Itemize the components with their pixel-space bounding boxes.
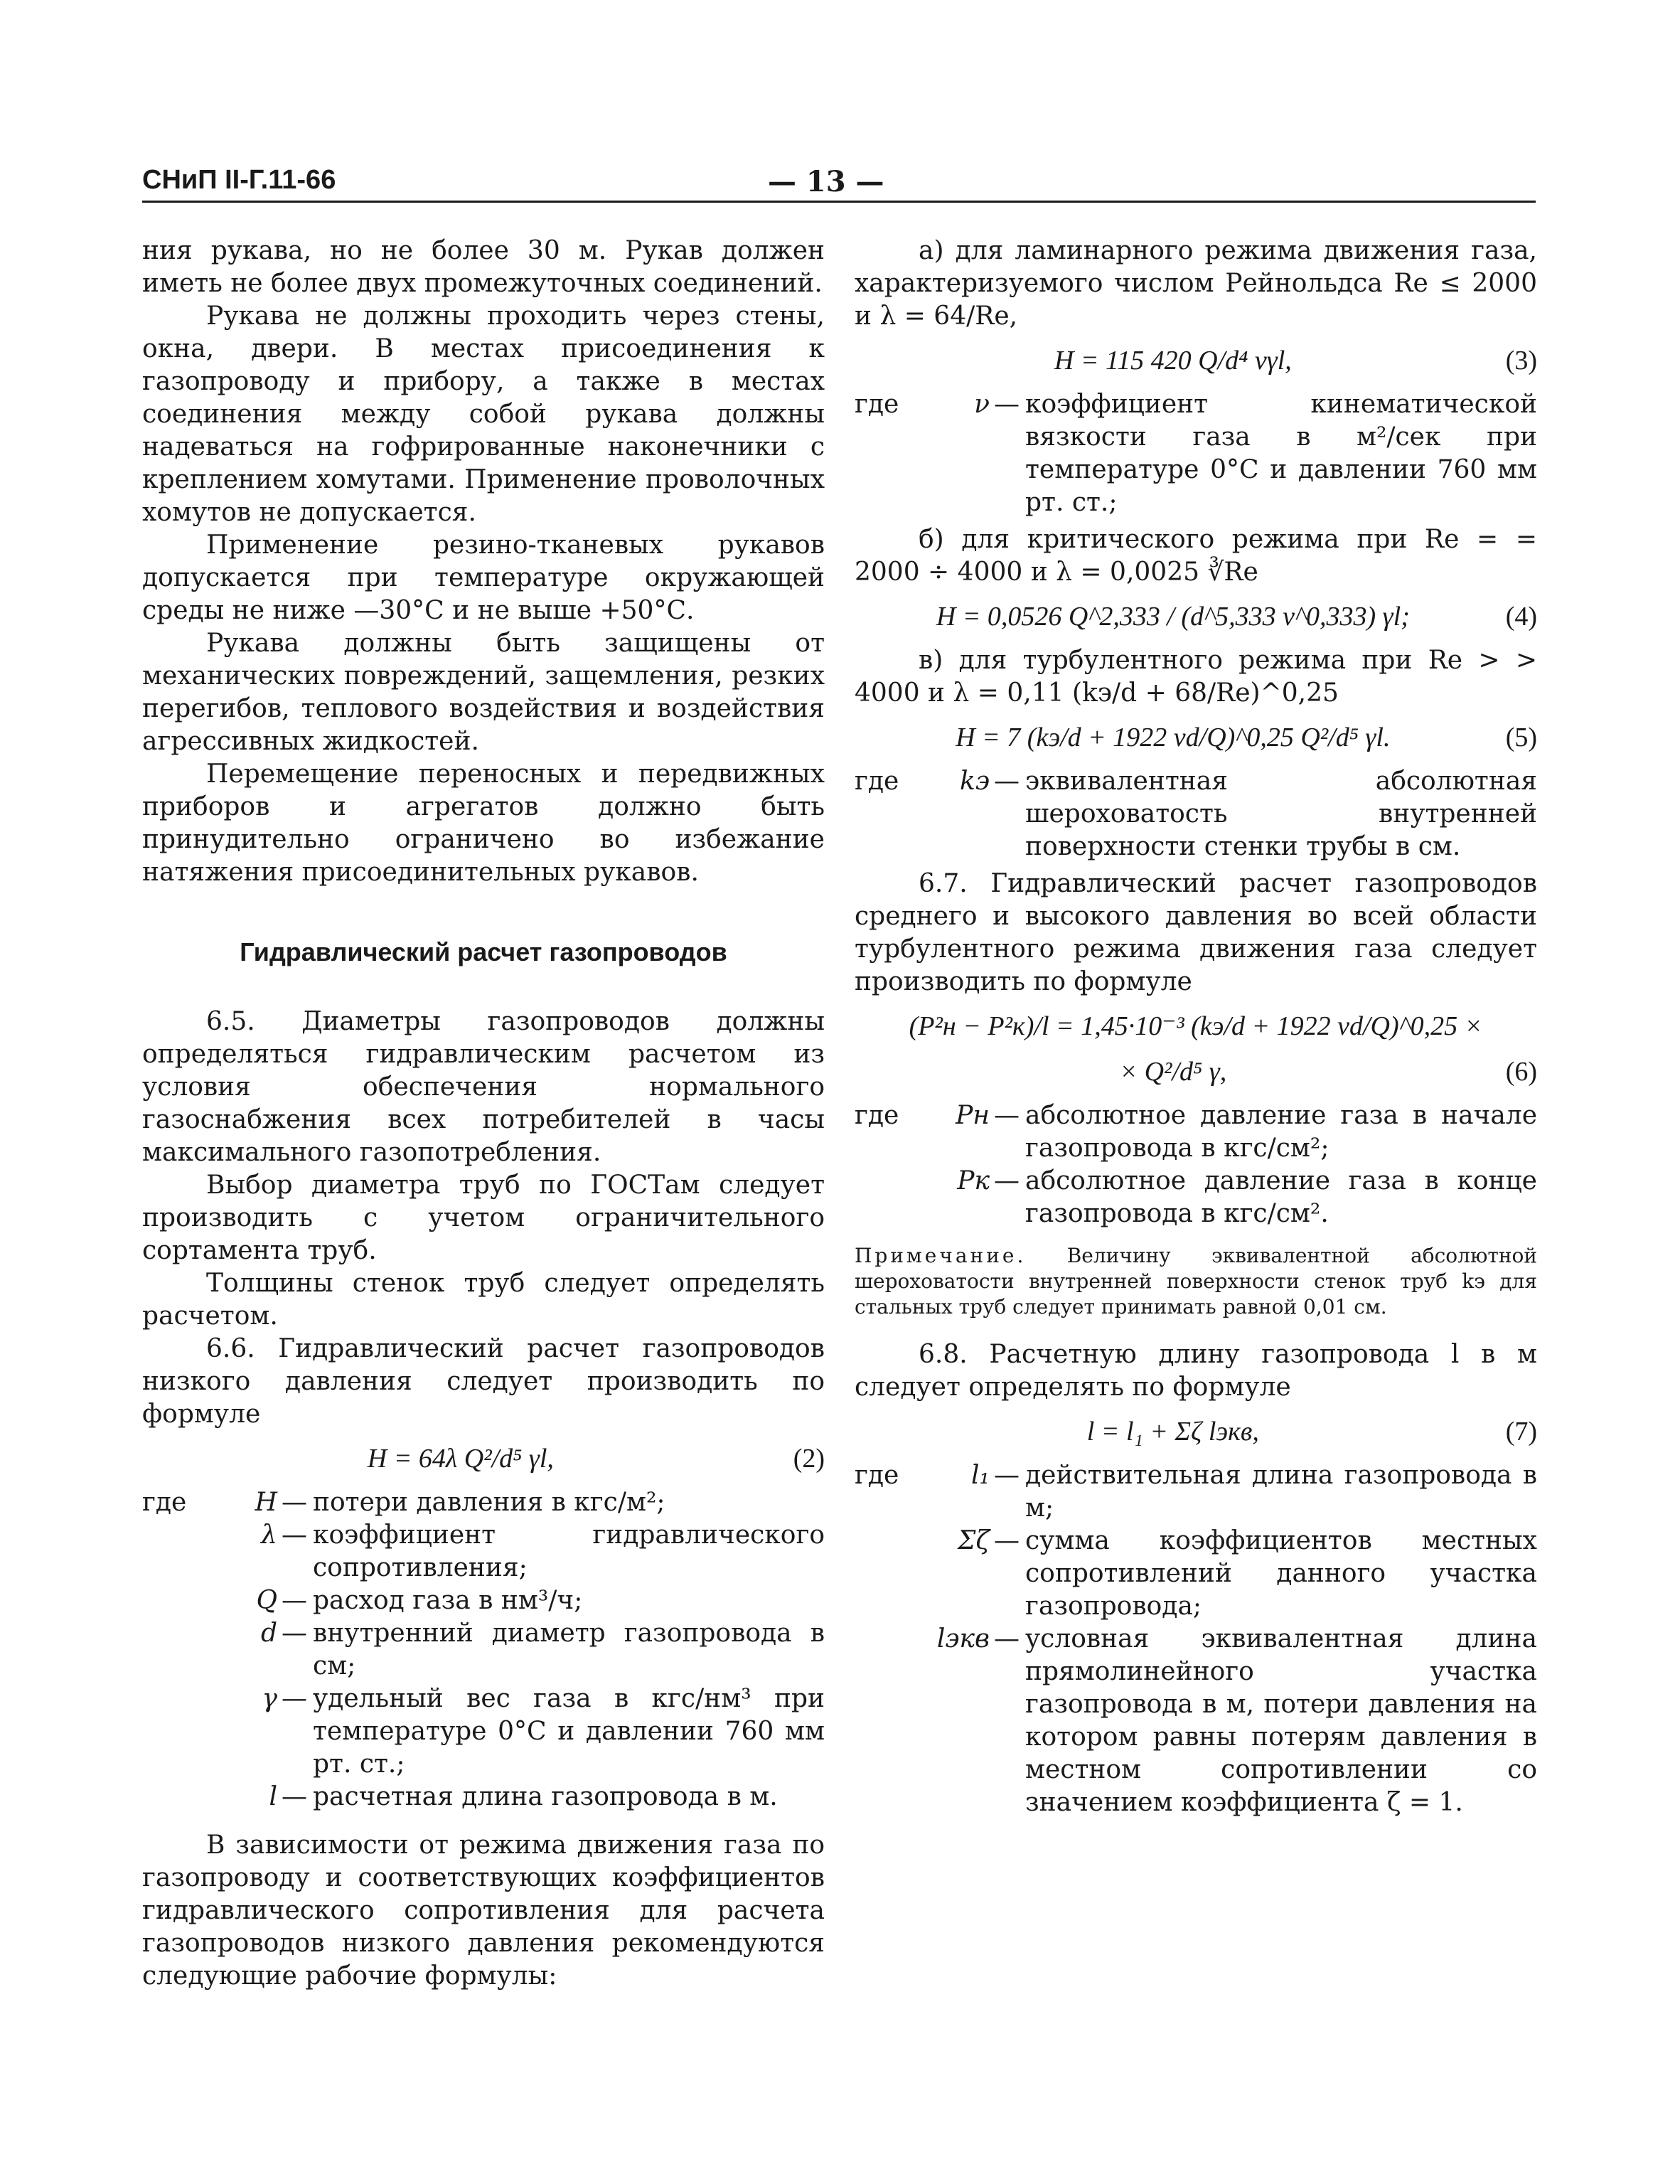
paragraph: Толщины стенок труб следует определять расчетом. — [142, 1269, 825, 1331]
paragraph-critical: б) для критического режима при Re = = 2000 ÷ 4000 и λ = 0,0025 ∛Re — [855, 525, 1537, 587]
legend-description: потери давления в кгс/м²; — [313, 1488, 665, 1517]
legend-description: удельный вес газа в кгс/нм³ при температуре 0°С и давлении 760 мм рт. ст.; — [313, 1684, 825, 1779]
legend-row: где kэ — эквивалентная абсолютная шероховатость внутренней поверхности стенки трубы в см. — [855, 765, 1537, 863]
formula-expression: (P²н − P²к)/l = 1,45·10⁻³ (kэ/d + 1922 νd/Q)^0,25 × — [909, 1011, 1483, 1041]
formula-6-continuation — [855, 1054, 1537, 1090]
formula-expression: H = 64λ Q²/d⁵ γl, — [367, 1444, 554, 1474]
paragraph-laminar: а) для ламинарного режима движения газа, характеризуемого числом Рейнольдса Re ≤ 2000 и λ = 64/Re, — [855, 236, 1537, 331]
legend-symbol: Pк — [957, 1166, 990, 1195]
header-rule — [142, 201, 1536, 203]
legend-row: где l₁ — действительная длина газопровода в м; — [855, 1459, 1537, 1525]
legend-symbol: λ — [261, 1520, 277, 1550]
paragraph-turbulent: в) для турбулентного режима при Re > > 4000 и λ = 0,11 (kэ/d + 68/Re)^0,25 — [855, 646, 1537, 708]
paragraph: В зависимости от режима движения газа по газопроводу и соответствующих коэффициентов гидравлического сопротивления для расчета газопроводов низкого давления рекомендуются следующие рабочие формулы: — [142, 1831, 825, 1991]
legend-where: где — [855, 767, 899, 796]
paragraph-6-6: 6.6. Гидравлический расчет газопроводов низкого давления следует производить по формуле — [142, 1334, 825, 1429]
legend-row: γ — удельный вес газа в кгс/нм³ при температуре 0°С и давлении 760 мм рт. ст.; — [142, 1683, 825, 1781]
legend-description: внутренний диаметр газопровода в см; — [313, 1619, 825, 1680]
legend-description: эквивалентная абсолютная шероховатость внутренней поверхности стенки трубы в см. — [1025, 767, 1537, 861]
legend-symbol: Q — [256, 1586, 277, 1615]
legend-symbol: H — [255, 1488, 277, 1517]
formula-expression: H = 0,0526 Q^2,333 / (d^5,333 ν^0,333) γl; — [936, 602, 1410, 632]
formula-expression: H = 7 (kэ/d + 1922 νd/Q)^0,25 Q²/d⁵ γl. — [956, 723, 1391, 752]
legend-row: d — внутренний диаметр газопровода в см; — [142, 1617, 825, 1683]
page-number: — 13 — — [768, 165, 884, 198]
formula-number: (4) — [1505, 602, 1537, 632]
legend-symbol: l — [269, 1782, 277, 1811]
note-label: Примечание. — [855, 1244, 1027, 1267]
legend-row: где H — потери давления в кгс/м²; — [142, 1486, 825, 1519]
legend-description: абсолютное давление газа в конце газопровода в кгс/см². — [1025, 1166, 1537, 1228]
formula-legend — [855, 1459, 1537, 1819]
document-code: СНиП II-Г.11-66 — [142, 165, 336, 195]
legend-row: λ — коэффициент гидравлического сопротивления; — [142, 1519, 825, 1584]
legend-symbol: d — [260, 1619, 277, 1648]
legend-row: l — расчетная длина газопровода в м. — [142, 1781, 825, 1813]
formula-legend — [855, 1099, 1537, 1230]
legend-description: расход газа в нм³/ч; — [313, 1586, 583, 1615]
note — [855, 1243, 1537, 1320]
paragraph: ния рукава, но не более 30 м. Рукав должен иметь не более двух промежуточных соединений. — [142, 236, 825, 298]
formula-legend — [855, 388, 1537, 519]
formula-2 — [142, 1441, 825, 1476]
right-column — [855, 235, 1537, 1823]
page-header — [142, 165, 1536, 203]
formula-3 — [855, 343, 1537, 378]
section-heading: Гидравлический расчет газопроводов — [240, 937, 727, 966]
paragraph-6-7: 6.7. Гидравлический расчет газопроводов среднего и высокого давления во всей области турбулентного режима движения газа следует производить по формуле — [855, 869, 1537, 996]
formula-7 — [855, 1414, 1537, 1449]
legend-description: абсолютное давление газа в начале газопровода в кгс/см²; — [1025, 1101, 1537, 1163]
legend-description: действительная длина газопровода в м; — [1025, 1461, 1537, 1523]
paragraph: Выбор диаметра труб по ГОСТам следует производить с учетом ограничительного сортамента труб. — [142, 1171, 825, 1265]
legend-where: где — [142, 1488, 187, 1517]
note-text: Величину эквивалентной абсолютной шероховатости внутренней поверхности стенок труб kэ для стальных труб следует принимать равной 0,01 см. — [855, 1244, 1538, 1319]
formula-legend — [855, 765, 1537, 863]
legend-description: сумма коэффициентов местных сопротивлений данного участка газопровода; — [1025, 1526, 1537, 1621]
paragraph-6-5: 6.5. Диаметры газопроводов должны определяться гидравлическим расчетом из условия обеспечения нормального газоснабжения всех потребителей в часы максимального газопотребления. — [142, 1007, 825, 1167]
formula-number: (7) — [1505, 1417, 1537, 1447]
legend-symbol: l₁ — [971, 1461, 990, 1490]
legend-symbol: Pн — [956, 1101, 990, 1130]
legend-row: lэкв — условная эквивалентная длина прямолинейного участка газопровода в м, потери давления на котором равны потерям давления в местном сопротивлении со значением коэффициента ζ = 1. — [855, 1623, 1537, 1819]
paragraph: Рукава не должны проходить через стены, окна, двери. В местах присоединения к газопроводу и прибору, а также в местах соединения между собой рукава должны надеваться на гофрированные наконечники с креплением хомутами. Применение проволочных хомутов не допускается. — [142, 302, 825, 527]
formula-number: (6) — [1505, 1057, 1537, 1087]
legend-description: условная эквивалентная длина прямолинейного участка газопровода в м, потери давления на котором равны потерям давления в местном сопротивлении со значением коэффициента ζ = 1. — [1025, 1624, 1537, 1817]
legend-description: расчетная длина газопровода в м. — [313, 1782, 778, 1811]
legend-description: коэффициент гидравлического сопротивления; — [313, 1520, 825, 1582]
paragraph: Рукава должны быть защищены от механических повреждений, защемления, резких перегибов, теплового воздействия и воздействия агрессивных жидкостей. — [142, 629, 825, 756]
legend-symbol: Σζ — [958, 1526, 990, 1555]
paragraph-6-8: 6.8. Расчетную длину газопровода l в м следует определять по формуле — [855, 1340, 1537, 1402]
formula-number: (2) — [793, 1444, 825, 1474]
formula-number: (5) — [1505, 723, 1537, 752]
formula-expression: l = l₁ + Σζ lэкв, — [1086, 1417, 1259, 1447]
left-column — [142, 235, 825, 1993]
legend-where: где — [855, 1461, 899, 1490]
legend-row: где Pн — абсолютное давление газа в начале газопровода в кгс/см²; — [855, 1099, 1537, 1165]
paragraph: Применение резино-тканевых рукавов допускается при температуре окружающей среды не ниже —30°С и не выше +50°С. — [142, 531, 825, 625]
legend-description: коэффициент кинематической вязкости газа в м²/сек при температуре 0°С и давлении 760 мм рт. ст.; — [1025, 390, 1537, 517]
legend-row: Q — расход газа в нм³/ч; — [142, 1584, 825, 1617]
formula-5 — [855, 720, 1537, 755]
formula-legend — [142, 1486, 825, 1813]
legend-row: Pк — абсолютное давление газа в конце газопровода в кгс/см². — [855, 1165, 1537, 1230]
legend-where: где — [855, 390, 899, 419]
legend-symbol: ν — [974, 390, 990, 419]
legend-where: где — [855, 1101, 899, 1130]
formula-6 — [855, 1008, 1537, 1044]
legend-symbol: kэ — [960, 767, 990, 796]
legend-row: где ν — коэффициент кинематической вязкости газа в м²/сек при температуре 0°С и давлении 760 мм рт. ст.; — [855, 388, 1537, 519]
paragraph: Перемещение переносных и передвижных приборов и агрегатов должно быть принудительно ограничено во избежание натяжения присоединительных рукавов. — [142, 760, 825, 887]
formula-expression: H = 115 420 Q/d⁴ νγl, — [1054, 346, 1292, 375]
legend-symbol: lэкв — [936, 1624, 990, 1653]
formula-expression: × Q²/d⁵ γ, — [1119, 1057, 1227, 1087]
formula-4 — [855, 599, 1537, 634]
legend-symbol: γ — [262, 1684, 277, 1713]
formula-number: (3) — [1505, 346, 1537, 375]
legend-row: Σζ — сумма коэффициентов местных сопротивлений данного участка газопровода; — [855, 1525, 1537, 1623]
